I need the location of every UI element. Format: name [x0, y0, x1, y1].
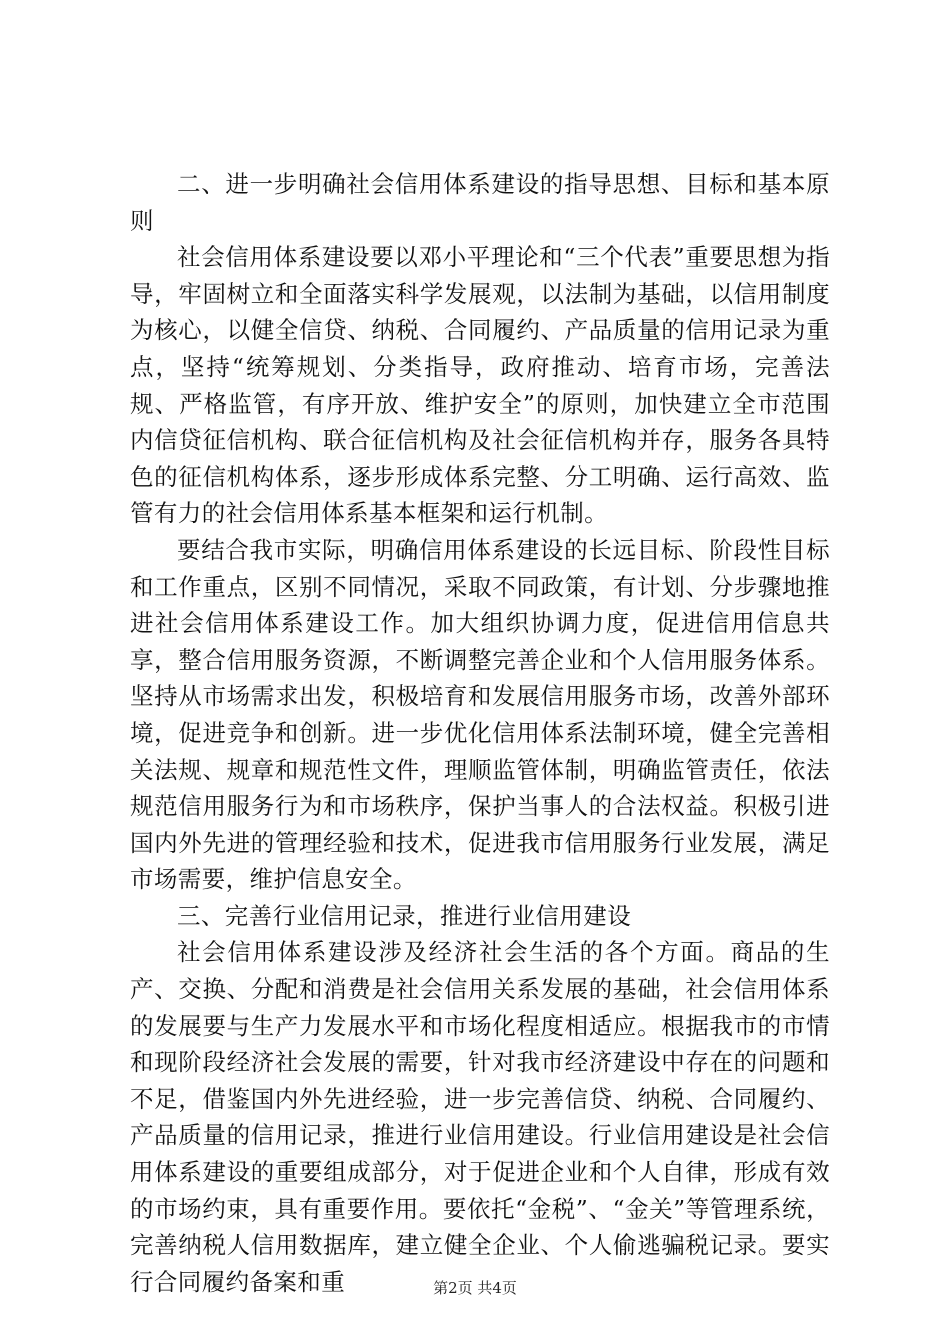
body-paragraph: 要结合我市实际，明确信用体系建设的长远目标、阶段性目标和工作重点，区别不同情况，采取不同政策，有计划、分步骤地推进社会信用体系建设工作。加大组织协调力度，促进信用信息共享，整合信用服务资源，不断调整完善企业和个人信用服务体系。坚持从市场需求出发，积极培育和发展信用服务市场，改善外部环境，促进竞争和创新。进一步优化信用体系法制环境，健全完善相关法规、规章和规范性文件，理顺监管体制，明确监管责任，依法规范信用服务行为和市场秩序，保护当事人的合法权益。积极引进国内外先进的管理经验和技术，促进我市信用服务行业发展，满足市场需要，维护信息安全。	[130, 535, 830, 894]
body-paragraph: 社会信用体系建设要以邓小平理论和“三个代表”重要思想为指导，牢固树立和全面落实科学发展观，以法制为基础，以信用制度为核心，以健全信贷、纳税、合同履约、产品质量的信用记录为重点，坚持“统筹规划、分类指导，政府推动、培育市场，完善法规、严格监管，有序开放、维护安全”的原则，加快建立全市范围内信贷征信机构、联合征信机构及社会征信机构并存，服务各具特色的征信机构体系，逐步形成体系完整、分工明确、运行高效、监管有力的社会信用体系基本框架和运行机制。	[130, 243, 830, 528]
section-heading-industry-credit: 三、完善行业信用记录，推进行业信用建设	[177, 901, 632, 930]
section-heading-guiding-principles: 二、进一步明确社会信用体系建设的指导思想、目标和基本原则	[130, 170, 830, 235]
body-paragraph: 社会信用体系建设涉及经济社会生活的各个方面。商品的生产、交换、分配和消费是社会信用关系发展的基础，社会信用体系的发展要与生产力发展水平和市场化程度相适应。根据我市的市情和现阶段经济社会发展的需要，针对我市经济建设中存在的问题和不足，借鉴国内外先进经验，进一步完善信贷、纳税、合同履约、产品质量的信用记录，推进行业信用建设。行业信用建设是社会信用体系建设的重要组成部分，对于促进企业和个人自律，形成有效的市场约束，具有重要作用。要依托“金税”、“金关”等管理系统，完善纳税人信用数据库，建立健全企业、个人偷逃骗税记录。要实行合同履约备案和重	[130, 938, 830, 1296]
document-body	[130, 166, 830, 1300]
page-number-footer: 第2页 共4页	[433, 1279, 517, 1297]
